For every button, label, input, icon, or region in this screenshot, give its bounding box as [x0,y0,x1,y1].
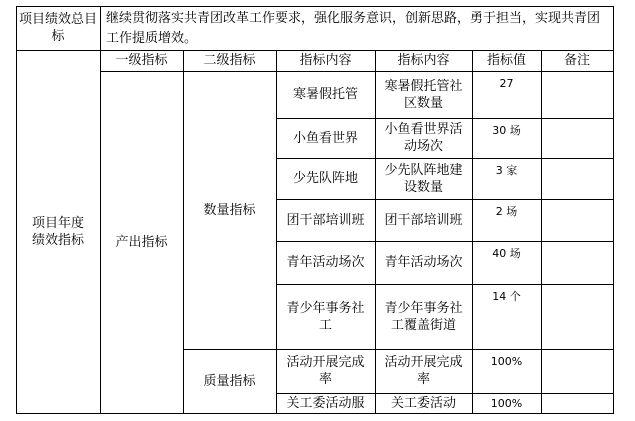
row-value: 40 场 [492,247,521,260]
header-content-b: 指标内容 [397,53,450,68]
header-level2: 二级指标 [203,53,256,68]
row-note [541,349,613,393]
row-indicator: 团干部培训班 [286,212,365,228]
header-value: 指标值 [486,53,526,68]
row-indicator: 青年活动场次 [286,255,365,270]
row-indicator-text: 青少年事务社工 [286,300,365,333]
grid-line [16,413,614,414]
grid-line [183,349,614,350]
row-value: 2 场 [495,205,518,218]
row-value: 3 家 [495,164,518,177]
header-content-a: 指标内容 [299,53,352,68]
grid-line [16,50,614,51]
grid-line [375,50,376,414]
row-content: 关工委活动 [390,395,456,411]
grid-line [472,50,473,414]
row-note [541,199,613,241]
group-quantity: 数量指标 [203,202,256,218]
row-indicator-text: 活动开展完成率 [286,355,365,387]
grid-line [100,6,101,414]
row-note [541,158,613,199]
row-indicator: 少先队阵地 [292,171,358,186]
row-value: 100% [490,396,523,410]
grid-line [276,241,614,242]
level1-value: 产出指标 [115,234,168,250]
group-quality: 质量指标 [203,373,256,389]
row-note [541,118,613,158]
row-content-text: 活动开展完成率 [384,355,463,387]
goal-label-text: 项目绩效总目标 [19,12,98,44]
row-value: 100% [490,355,523,368]
row-content-text: 小鱼看世界活动场次 [384,122,463,154]
row-note [541,71,613,118]
row-content [375,199,472,241]
row-content [375,158,472,199]
row-content [375,71,472,118]
row-content [375,118,472,158]
row-indicator: 关工委活动服 [286,395,365,411]
section-label [16,50,100,413]
row-content-text: 寒暑假托管社区数量 [384,78,463,111]
row-value: 27 [499,77,514,90]
header-level1: 一级指标 [115,53,168,68]
grid-line [100,71,614,72]
row-content [375,284,472,349]
row-content [375,349,472,393]
row-content [375,241,472,284]
row-indicator [276,349,375,393]
grid-line [276,118,614,119]
grid-line [613,6,614,414]
row-value: 14 个 [492,290,521,303]
row-note [541,284,613,349]
row-indicator: 小鱼看世界 [292,130,358,146]
row-indicator [276,284,375,349]
grid-line [276,199,614,200]
goal-label [16,6,100,50]
grid-line [276,50,277,414]
grid-line [16,6,614,7]
section-label-text: 项目年度绩效指标 [31,215,84,248]
row-value: 30 场 [492,124,521,137]
goal-text [100,6,613,50]
row-note [541,241,613,284]
header-note: 备注 [563,53,590,68]
grid-line [276,393,614,394]
grid-line [16,6,17,414]
grid-line [183,50,184,414]
goal-text-content: 继续贯彻落实共青团改革工作要求，强化服务意识，创新思路，勇于担当，实现共青团工作提质增效。 [106,11,601,46]
row-content-text: 青年活动场次 [384,255,463,270]
grid-line [541,50,542,414]
row-indicator: 寒暑假托管 [292,87,358,102]
row-content-text: 少先队阵地建设数量 [384,162,463,195]
row-note [541,393,613,413]
row-content-text: 青少年事务社工覆盖街道 [384,300,463,333]
row-content-text: 团干部培训班 [384,212,463,228]
grid-line [276,284,614,285]
grid-line [276,158,614,159]
